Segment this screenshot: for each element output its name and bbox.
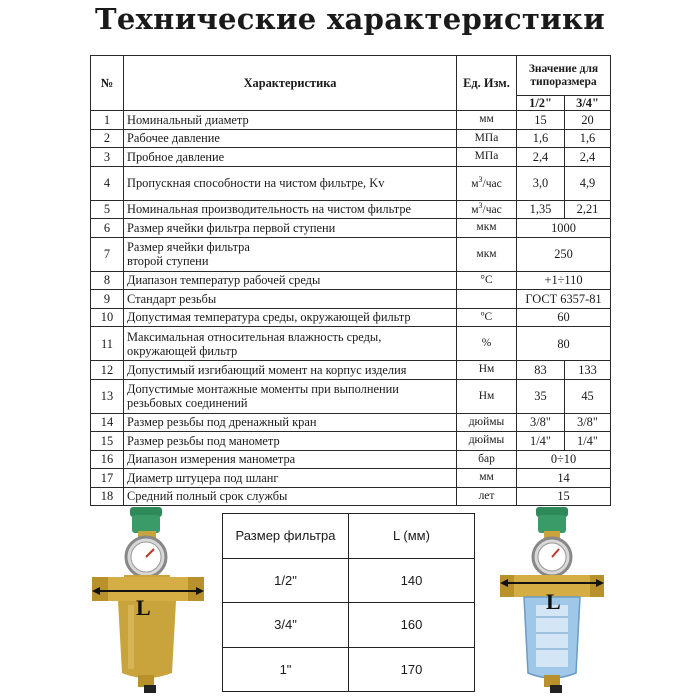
row-number: 1 (91, 111, 124, 130)
row-number: 6 (91, 219, 124, 238)
row-number: 7 (91, 237, 124, 271)
row-characteristic: Стандарт резьбы (124, 290, 457, 309)
row-characteristic: Номинальная производительность на чистом фильтре (124, 200, 457, 219)
row-unit: лет (457, 487, 517, 506)
size-cell: 1" (223, 647, 349, 692)
clear-bowl-filter-image (496, 505, 608, 697)
row-unit: Нм (457, 379, 517, 413)
row-value-b: 45 (565, 379, 611, 413)
row-unit: % (457, 327, 517, 361)
row-value: 1000 (517, 219, 611, 238)
row-value-b: 4,9 (565, 166, 611, 200)
row-characteristic: Размер резьбы под манометр (124, 432, 457, 451)
table-row (91, 148, 611, 167)
row-number: 13 (91, 379, 124, 413)
header-unit: Ед. Изм. (457, 56, 517, 111)
row-number: 9 (91, 290, 124, 309)
table-row (91, 200, 611, 219)
table-row (91, 237, 611, 271)
row-value-b: 20 (565, 111, 611, 130)
size-header-filter: Размер фильтра (223, 514, 349, 559)
row-characteristic: Диаметр штуцера под шланг (124, 469, 457, 488)
row-unit: мкм (457, 219, 517, 238)
row-number: 2 (91, 129, 124, 148)
row-value: 0÷10 (517, 450, 611, 469)
row-value-a: 35 (517, 379, 565, 413)
row-value-b: 2,4 (565, 148, 611, 167)
row-characteristic: Максимальная относительная влажность среды, окружающей фильтр (124, 327, 457, 361)
row-number: 4 (91, 166, 124, 200)
row-unit: МПа (457, 129, 517, 148)
table-row (91, 219, 611, 238)
brass-filter-image (88, 505, 208, 697)
row-characteristic: Размер ячейки фильтра первой ступени (124, 219, 457, 238)
row-value: 80 (517, 327, 611, 361)
row-value-a: 15 (517, 111, 565, 130)
table-row (91, 129, 611, 148)
row-unit: дюймы (457, 432, 517, 451)
row-value: ГОСТ 6357-81 (517, 290, 611, 309)
spec-table (90, 55, 611, 506)
row-unit: МПа (457, 148, 517, 167)
row-number: 15 (91, 432, 124, 451)
row-number: 3 (91, 148, 124, 167)
row-unit: $м^3$/час (457, 166, 517, 200)
row-characteristic: Рабочее давление (124, 129, 457, 148)
row-value-b: 2,21 (565, 200, 611, 219)
row-value-a: 1,6 (517, 129, 565, 148)
row-characteristic: Допустимый изгибающий момент на корпус изделия (124, 361, 457, 380)
table-row (91, 487, 611, 506)
row-characteristic: Размер ячейки фильтра второй ступени (124, 237, 457, 271)
row-characteristic: Средний полный срок службы (124, 487, 457, 506)
table-row (91, 327, 611, 361)
row-unit (457, 290, 517, 309)
header-size-a: 1/2" (517, 96, 565, 111)
row-number: 12 (91, 361, 124, 380)
size-cell: 1/2" (223, 558, 349, 603)
row-number: 16 (91, 450, 124, 469)
row-number: 8 (91, 271, 124, 290)
row-unit: мм (457, 111, 517, 130)
size-cell: 3/4" (223, 603, 349, 648)
table-row (91, 469, 611, 488)
row-characteristic: Номинальный диаметр (124, 111, 457, 130)
table-row (91, 111, 611, 130)
row-number: 18 (91, 487, 124, 506)
table-row (223, 603, 475, 648)
row-characteristic: Пробное давление (124, 148, 457, 167)
spec-header-row (91, 56, 611, 96)
row-value-a: 3/8" (517, 413, 565, 432)
row-value-a: 83 (517, 361, 565, 380)
row-value-b: 133 (565, 361, 611, 380)
row-value: 14 (517, 469, 611, 488)
row-characteristic: Размер резьбы под дренажный кран (124, 413, 457, 432)
table-row (223, 647, 475, 692)
row-unit: $м^3$/час (457, 200, 517, 219)
header-characteristic: Характеристика (124, 56, 457, 111)
row-value-b: 1,6 (565, 129, 611, 148)
left-dimension-label: L (136, 595, 151, 620)
row-characteristic: Допустимые монтажные моменты при выполнении резьбовых соединений (124, 379, 457, 413)
row-unit: бар (457, 450, 517, 469)
row-unit: мкм (457, 237, 517, 271)
table-row (91, 379, 611, 413)
table-row (91, 361, 611, 380)
row-unit: мм (457, 469, 517, 488)
row-value-a: 3,0 (517, 166, 565, 200)
size-table (222, 513, 475, 692)
table-row (91, 413, 611, 432)
row-number: 5 (91, 200, 124, 219)
size-header-length: L (мм) (349, 514, 475, 559)
row-unit: ºС (457, 308, 517, 327)
row-characteristic: Пропускная способности на чистом фильтре, Kv (124, 166, 457, 200)
row-number: 17 (91, 469, 124, 488)
row-value-b: 1/4" (565, 432, 611, 451)
row-unit: Нм (457, 361, 517, 380)
table-row (91, 432, 611, 451)
table-row (91, 271, 611, 290)
size-header-row (223, 514, 475, 559)
row-unit: °С (457, 271, 517, 290)
length-cell: 140 (349, 558, 475, 603)
row-value: 60 (517, 308, 611, 327)
row-value-b: 3/8" (565, 413, 611, 432)
table-row (223, 558, 475, 603)
row-unit: дюймы (457, 413, 517, 432)
table-row (91, 308, 611, 327)
table-row (91, 166, 611, 200)
row-value: +1÷110 (517, 271, 611, 290)
row-value-a: 1,35 (517, 200, 565, 219)
row-characteristic: Диапазон температур рабочей среды (124, 271, 457, 290)
page-title: Технические характеристики (94, 2, 606, 36)
length-cell: 170 (349, 647, 475, 692)
row-value: 250 (517, 237, 611, 271)
row-value-a: 2,4 (517, 148, 565, 167)
right-dimension-label: L (546, 589, 561, 614)
row-value: 15 (517, 487, 611, 506)
row-value-a: 1/4" (517, 432, 565, 451)
row-characteristic: Допустимая температура среды, окружающей фильтр (124, 308, 457, 327)
row-number: 10 (91, 308, 124, 327)
row-number: 11 (91, 327, 124, 361)
header-number: № (91, 56, 124, 111)
row-number: 14 (91, 413, 124, 432)
table-row (91, 290, 611, 309)
row-characteristic: Диапазон измерения манометра (124, 450, 457, 469)
length-cell: 160 (349, 603, 475, 648)
header-value-group: Значение для типоразмера (517, 56, 611, 96)
table-row (91, 450, 611, 469)
header-size-b: 3/4" (565, 96, 611, 111)
